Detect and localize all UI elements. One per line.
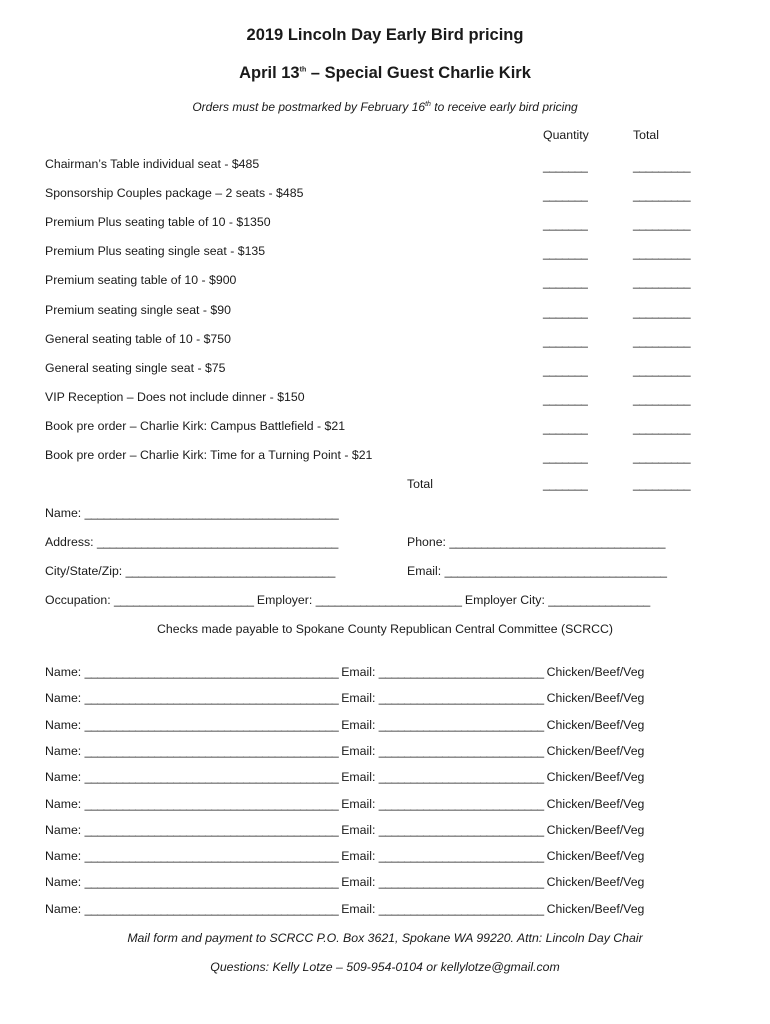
guest-email-label: Email:: [341, 665, 379, 679]
pricing-item-quantity-field[interactable]: _______: [543, 159, 588, 173]
pricing-item-quantity-field[interactable]: _______: [543, 246, 588, 260]
address-label: Address:: [45, 535, 97, 549]
guest-row: [45, 718, 644, 732]
address-row: [45, 535, 338, 549]
guest-email-label: Email:: [341, 718, 379, 732]
guest-meal-choice[interactable]: Chicken/Beef/Veg: [546, 770, 645, 784]
guest-meal-choice[interactable]: Chicken/Beef/Veg: [546, 665, 645, 679]
payable-note: Checks made payable to Spokane County Republican Central Committee (SCRCC): [157, 622, 613, 636]
postmark-note: [0, 100, 770, 114]
postmark-note-sup: th: [425, 101, 431, 108]
guest-email-label: Email:: [341, 875, 379, 889]
purchaser-name-field[interactable]: ________________________________________: [84, 506, 339, 520]
guest-row: [45, 665, 644, 679]
guest-name-label: Name:: [45, 797, 85, 811]
occupation-row: [45, 593, 650, 607]
pricing-item-quantity-field[interactable]: _______: [543, 305, 588, 319]
postmark-note-prefix: Orders must be postmarked by February 16: [192, 100, 426, 114]
total-column-header: Total: [633, 128, 659, 142]
guest-name-field[interactable]: ________________________________________: [84, 902, 339, 916]
page-title: 2019 Lincoln Day Early Bird pricing: [246, 26, 524, 44]
guest-row: [45, 770, 644, 784]
pricing-item-total-field[interactable]: _________: [633, 450, 691, 464]
grand-total-quantity-field[interactable]: _______: [543, 477, 588, 491]
guest-meal-choice[interactable]: Chicken/Beef/Veg: [546, 797, 645, 811]
phone-field[interactable]: __________________________________: [449, 535, 665, 549]
guest-name-field[interactable]: ________________________________________: [84, 849, 339, 863]
guest-email-label: Email:: [341, 849, 379, 863]
email-row: [407, 564, 666, 578]
guest-email-label: Email:: [341, 691, 379, 705]
pricing-item-label: Book pre order – Charlie Kirk: Time for a Turning Point - $21: [45, 448, 373, 462]
city-field[interactable]: _________________________________: [125, 564, 335, 578]
guest-row: [45, 823, 644, 837]
employer-field[interactable]: _______________________: [315, 593, 462, 607]
guest-meal-choice[interactable]: Chicken/Beef/Veg: [546, 744, 645, 758]
guest-name-field[interactable]: ________________________________________: [84, 875, 339, 889]
guest-row: [45, 797, 644, 811]
pricing-item-total-field[interactable]: _________: [633, 188, 691, 202]
guest-name-field[interactable]: ________________________________________: [84, 691, 339, 705]
email-label: Email:: [407, 564, 445, 578]
address-field[interactable]: ______________________________________: [96, 535, 338, 549]
guest-meal-choice[interactable]: Chicken/Beef/Veg: [546, 823, 645, 837]
guest-meal-choice[interactable]: Chicken/Beef/Veg: [546, 875, 645, 889]
pricing-item-total-field[interactable]: _________: [633, 159, 691, 173]
pricing-item-label: Premium seating table of 10 - $900: [45, 273, 237, 287]
pricing-item-label: VIP Reception – Does not include dinner - $150: [45, 390, 305, 404]
guest-row: [45, 902, 644, 916]
guest-row: [45, 691, 644, 705]
guest-email-field[interactable]: __________________________: [378, 718, 544, 732]
guest-email-label: Email:: [341, 823, 379, 837]
guest-name-field[interactable]: ________________________________________: [84, 665, 339, 679]
pricing-item-quantity-field[interactable]: _______: [543, 450, 588, 464]
guest-email-label: Email:: [341, 797, 379, 811]
pricing-item-label: Sponsorship Couples package – 2 seats - $485: [45, 186, 304, 200]
occupation-field[interactable]: ______________________: [114, 593, 254, 607]
guest-row: [45, 744, 644, 758]
pricing-item-label: Premium seating single seat - $90: [45, 303, 231, 317]
guest-email-field[interactable]: __________________________: [378, 665, 544, 679]
guest-name-label: Name:: [45, 770, 85, 784]
guest-name-label: Name:: [45, 849, 85, 863]
guest-email-label: Email:: [341, 744, 379, 758]
phone-row: [407, 535, 665, 549]
pricing-item-quantity-field[interactable]: _______: [543, 275, 588, 289]
grand-total-amount-field[interactable]: _________: [633, 477, 691, 491]
pricing-item-label: Chairman’s Table individual seat - $485: [45, 157, 260, 171]
guest-name-field[interactable]: ________________________________________: [84, 718, 339, 732]
employer-label: Employer:: [253, 593, 316, 607]
guest-name-label: Name:: [45, 823, 85, 837]
guest-email-label: Email:: [341, 770, 379, 784]
pricing-item-quantity-field[interactable]: _______: [543, 334, 588, 348]
pricing-item-total-field[interactable]: _________: [633, 305, 691, 319]
pricing-item-quantity-field[interactable]: _______: [543, 421, 588, 435]
guest-email-field[interactable]: __________________________: [378, 770, 544, 784]
guest-meal-choice[interactable]: Chicken/Beef/Veg: [546, 718, 645, 732]
guest-name-label: Name:: [45, 902, 85, 916]
guest-email-field[interactable]: __________________________: [378, 875, 544, 889]
pricing-item-quantity-field[interactable]: _______: [543, 363, 588, 377]
pricing-item-total-field[interactable]: _________: [633, 363, 691, 377]
guest-name-field[interactable]: ________________________________________: [84, 744, 339, 758]
guest-name-field[interactable]: ________________________________________: [84, 797, 339, 811]
pricing-item-total-field[interactable]: _________: [633, 275, 691, 289]
guest-row: [45, 849, 644, 863]
grand-total-label: Total: [407, 477, 433, 491]
pricing-item-quantity-field[interactable]: _______: [543, 188, 588, 202]
pricing-item-total-field[interactable]: _________: [633, 392, 691, 406]
guest-meal-choice[interactable]: Chicken/Beef/Veg: [546, 849, 645, 863]
guest-email-label: Email:: [341, 902, 379, 916]
city-row: [45, 564, 335, 578]
event-guest: – Special Guest Charlie Kirk: [306, 64, 531, 82]
guest-email-field[interactable]: __________________________: [378, 849, 544, 863]
event-subtitle: [0, 64, 770, 83]
occupation-label: Occupation:: [45, 593, 115, 607]
guest-email-field[interactable]: __________________________: [378, 691, 544, 705]
guest-email-field[interactable]: __________________________: [378, 744, 544, 758]
employer-city-field[interactable]: ________________: [548, 593, 650, 607]
guest-name-label: Name:: [45, 744, 85, 758]
pricing-item-total-field[interactable]: _________: [633, 334, 691, 348]
guest-name-label: Name:: [45, 665, 85, 679]
questions-contact: Questions: Kelly Lotze – 509-954-0104 or kellylotze@gmail.com: [210, 960, 560, 974]
quantity-column-header: Quantity: [543, 128, 589, 142]
guest-email-field[interactable]: __________________________: [378, 902, 544, 916]
purchaser-name-label: Name:: [45, 506, 85, 520]
pricing-item-label: Premium Plus seating single seat - $135: [45, 244, 266, 258]
email-field[interactable]: ___________________________________: [444, 564, 667, 578]
event-date: April 13: [239, 64, 300, 82]
guest-email-field[interactable]: __________________________: [378, 797, 544, 811]
guest-meal-choice[interactable]: Chicken/Beef/Veg: [546, 691, 645, 705]
guest-row: [45, 875, 644, 889]
event-date-suffix: th: [299, 66, 307, 74]
pricing-item-label: Premium Plus seating table of 10 - $1350: [45, 215, 271, 229]
guest-meal-choice[interactable]: Chicken/Beef/Veg: [546, 902, 645, 916]
pricing-item-label: General seating table of 10 - $750: [45, 332, 231, 346]
purchaser-name-row: [45, 506, 338, 520]
pricing-item-total-field[interactable]: _________: [633, 246, 691, 260]
employer-city-label: Employer City:: [461, 593, 549, 607]
postmark-note-suffix: to receive early bird pricing: [430, 100, 578, 114]
guest-name-label: Name:: [45, 875, 85, 889]
pricing-item-total-field[interactable]: _________: [633, 217, 691, 231]
pricing-item-quantity-field[interactable]: _______: [543, 392, 588, 406]
guest-name-label: Name:: [45, 691, 85, 705]
phone-label: Phone:: [407, 535, 450, 549]
guest-email-field[interactable]: __________________________: [378, 823, 544, 837]
pricing-item-label: Book pre order – Charlie Kirk: Campus Battlefield - $21: [45, 419, 346, 433]
pricing-item-total-field[interactable]: _________: [633, 421, 691, 435]
pricing-item-label: General seating single seat - $75: [45, 361, 226, 375]
guest-name-label: Name:: [45, 718, 85, 732]
pricing-item-quantity-field[interactable]: _______: [543, 217, 588, 231]
guest-name-field[interactable]: ________________________________________: [84, 823, 339, 837]
guest-name-field[interactable]: ________________________________________: [84, 770, 339, 784]
mailing-instructions: Mail form and payment to SCRCC P.O. Box 3621, Spokane WA 99220. Attn: Lincoln Day Chair: [127, 931, 643, 945]
city-label: City/State/Zip:: [45, 564, 126, 578]
